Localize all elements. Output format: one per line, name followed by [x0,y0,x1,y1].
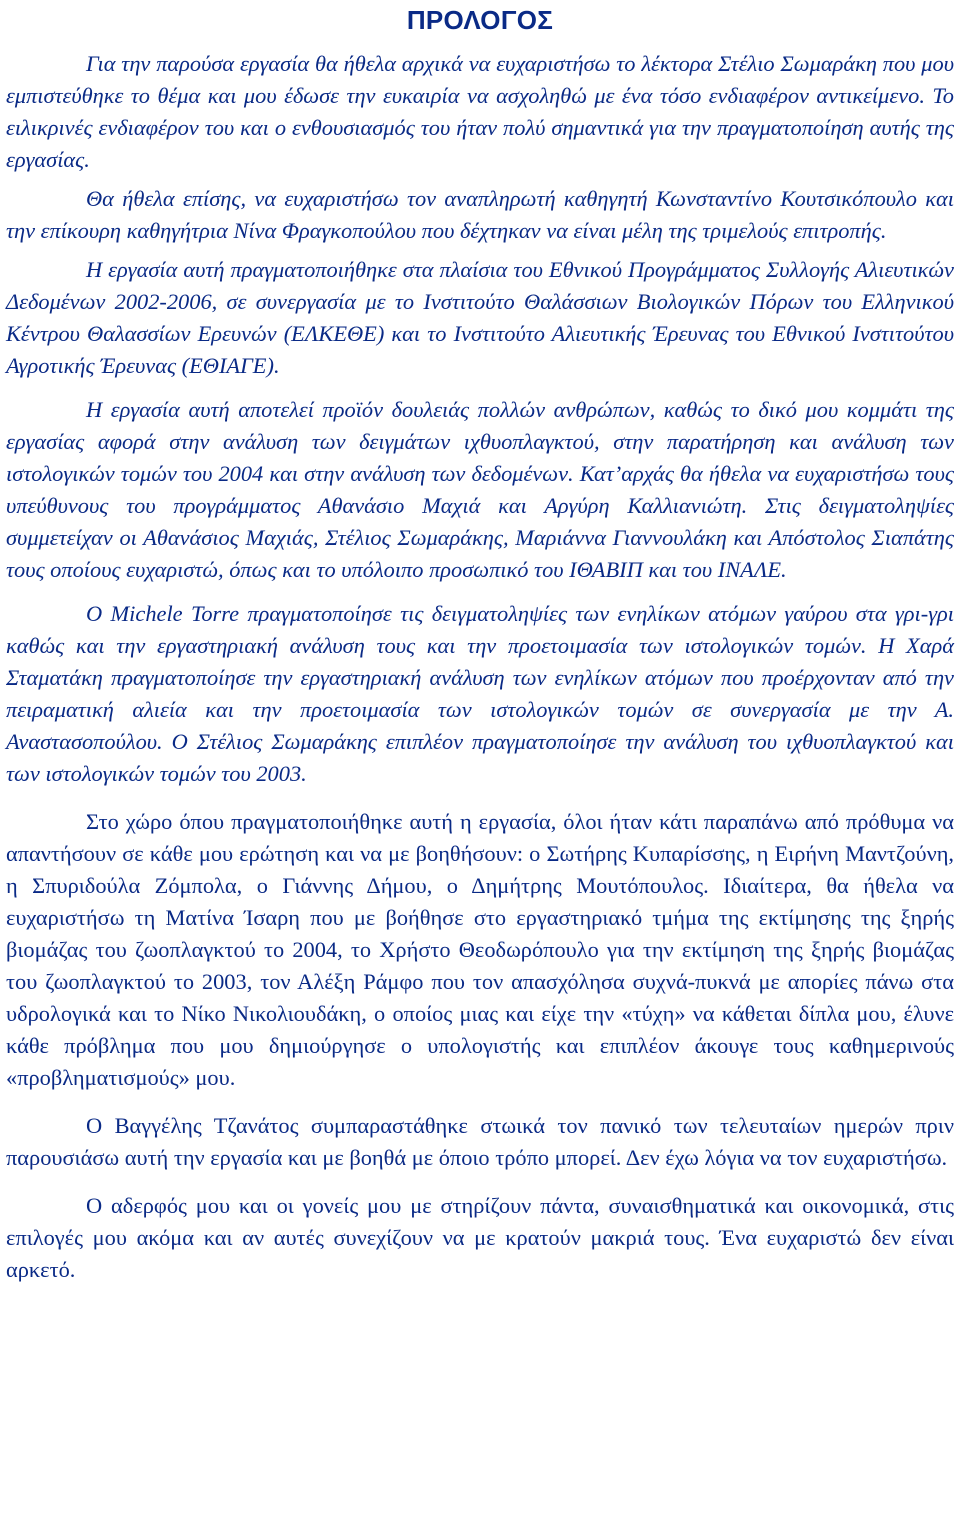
paragraph-contributors: Η εργασία αυτή αποτελεί προϊόν δουλειάς πολλών ανθρώπων, καθώς το δικό μου κομμάτι της εργασίας αφορά στην ανάλυση των δειγμάτων ιχθυοπλαγκτού, στην παρατήρηση και ανάλυση των ιστολογικών τομών του 2004 και στην ανάλυση των δεδομένων. Κατ’αρχάς θα ήθελα να ευχαριστήσω τους υπεύθυνους του προγράμματος Αθανάσιο Μαχιά και Αργύρη Καλλιανιώτη. Στις δειγματοληψίες συμμετείχαν οι Αθανάσιος Μαχιάς, Στέλιος Σωμαράκης, Μαριάννα Γιαννουλάκη και Απόστολος Σιαπάτης τους οποίους ευχαριστώ, όπως και το υπόλοιπο προσωπικό του ΙΘΑΒΙΠ και του ΙΝΑΛΕ. [6,397,954,582]
paragraph-program-context: Η εργασία αυτή πραγματοποιήθηκε στα πλαίσια του Εθνικού Προγράμματος Συλλογής Αλιευτικών Δεδομένων 2002-2006, σε συνεργασία με το Ινστιτούτο Θαλάσσιων Βιολογικών Πόρων του Ελληνικού Κέντρου Θαλασσίων Ερευνών (ΕΛΚΕΘΕ) και το Ινστιτούτο Αλιευτικής Έρευνας του Εθνικού Ινστιτούτου Αγροτικής Έρευνας (ΕΘΙΑΓΕ). [6,257,954,378]
paragraph-family: Ο αδερφός μου και οι γονείς μου με στηρίζουν πάντα, συναισθηματικά και οικονομικά, στις επιλογές μου ακόμα και αν αυτές συνεχίζουν να με κρατούν μακριά τους. Ένα ευχαριστώ δεν είναι αρκετό. [6,1193,954,1282]
paragraph-thanks-committee: Θα ήθελα επίσης, να ευχαριστήσω τον αναπληρωτή καθηγητή Κωνσταντίνο Κουτσικόπουλο και την επίκουρη καθηγήτρια Νίνα Φραγκοπούλου που δέχτηκαν να είναι μέλη της τριμελούς επιτροπής. [6,186,954,243]
page-title: ΠΡΟΛΟΓΟΣ [406,5,554,35]
paragraph-partner: Ο Βαγγέλης Τζανάτος συμπαραστάθηκε στωικά τον πανικό των τελευταίων ημερών πριν παρουσιάσω αυτή την εργασία και με βοηθά με όποιο τρόπο μπορεί. Δεν έχω λόγια να τον ευχαριστήσω. [6,1113,954,1170]
paragraph-lab-work: Ο Michele Torre πραγματοποίησε τις δειγματοληψίες των ενηλίκων ατόμων γαύρου στα γρι-γρι καθώς και την εργαστηριακή ανάλυση τους και την προετοιμασία των ιστολογικών τομών. Η Χαρά Σταματάκη πραγματοποίησε την εργαστηριακή ανάλυση των ενηλίκων ατόμων που προέρχονταν από την πειραματική αλιεία και την προετοιμασία των ιστολογικών τομών σε συνεργασία με την Α. Αναστασοπούλου. Ο Στέλιος Σωμαράκης επιπλέον πραγματοποίησε την ανάλυση του ιχθυοπλαγκτού και των ιστολογικών τομών του 2003. [6,601,954,786]
paragraph-colleagues: Στο χώρο όπου πραγματοποιήθηκε αυτή η εργασία, όλοι ήταν κάτι παραπάνω από πρόθυμα να απαντήσουν σε κάθε μου ερώτηση και να με βοηθήσουν: ο Σωτήρης Κυπαρίσσης, η Ειρήνη Μαντζούνη, η Σπυριδούλα Ζόμπολα, ο Γιάννης Δήμου, ο Δημήτρης Μουτόπουλος. Ιδιαίτερα, θα ήθελα να ευχαριστήσω τη Ματίνα Ίσαρη που με βοήθησε στο εργαστηριακό τμήμα της εκτίμησης της ξηρής βιομάζας του ζωοπλαγκτού το 2004, το Χρήστο Θεοδωρόπουλο για την εκτίμηση της ξηρής βιομάζας του ζωοπλαγκτού το 2003, τον Αλέξη Ράμφο που τον απασχόλησα συχνά-πυκνά με απορίες πάνω στα υδρολογικά και το Νίκο Νικολιουδάκη, ο οποίος μιας και είχε την «τύχη» να κάθεται δίπλα μου, έλυνε κάθε πρόβλημα που μου δημιούργησε ο υπολογιστής και επιπλέον άκουγε τους καθημερινούς «προβληματισμούς» μου. [6,809,954,1090]
paragraph-thanks-supervisor: Για την παρούσα εργασία θα ήθελα αρχικά να ευχαριστήσω το λέκτορα Στέλιο Σωμαράκη που μου εμπιστεύθηκε το θέμα και μου έδωσε την ευκαιρία να ασχοληθώ με ένα τόσο ενδιαφέρον αντικείμενο. Το ειλικρινές ενδιαφέρον του και ο ενθουσιασμός του ήταν πολύ σημαντικά για την πραγματοποίηση αυτής της εργασίας. [6,51,954,172]
document-page [6,0,954,1286]
